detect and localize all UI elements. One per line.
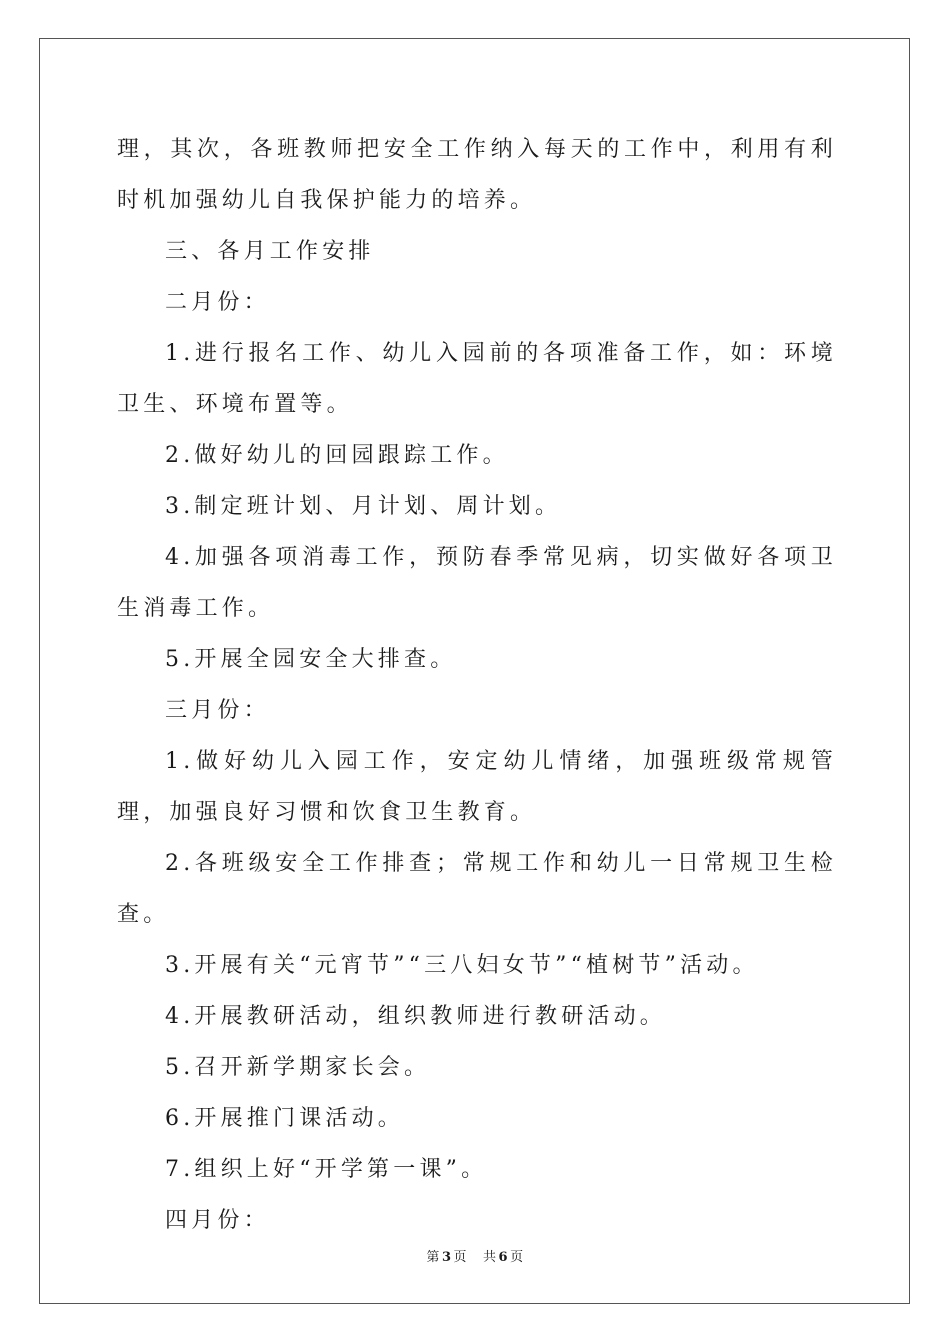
month-heading-march: 三月份：: [165, 698, 270, 723]
month-heading-february: 二月份：: [165, 290, 270, 315]
document-body: [117, 124, 837, 1246]
list-item: 1.进行报名工作、幼儿入园前的各项准备工作，如：环境卫生、环境布置等。: [117, 341, 837, 417]
page-footer: [0, 1246, 950, 1265]
page-prefix: 第: [426, 1250, 440, 1265]
list-item: 3.开展有关“元宵节”“三八妇女节”“植树节”活动。: [165, 953, 759, 978]
list-item: 2.各班级安全工作排查；常规工作和幼儿一日常规卫生检查。: [117, 851, 837, 927]
list-item: 2.做好幼儿的回园跟踪工作。: [165, 443, 509, 468]
list-item: 6.开展推门课活动。: [165, 1106, 404, 1131]
list-item: 4.加强各项消毒工作，预防春季常见病，切实做好各项卫生消毒工作。: [117, 545, 837, 621]
list-item: 4.开展教研活动，组织教师进行教研活动。: [165, 1004, 666, 1029]
month-heading-april: 四月份：: [165, 1208, 270, 1233]
total-suffix: 页: [510, 1250, 524, 1265]
total-prefix: 共: [483, 1250, 497, 1265]
section-heading: 三、各月工作安排: [165, 239, 375, 264]
list-item: 5.召开新学期家长会。: [165, 1055, 431, 1080]
page-number: 3: [441, 1250, 452, 1265]
page-suffix: 页: [453, 1250, 467, 1265]
list-item: 5.开展全园安全大排查。: [165, 647, 457, 672]
list-item: 7.组织上好“开学第一课”。: [165, 1157, 488, 1182]
list-item: 3.制定班计划、月计划、周计划。: [165, 494, 562, 519]
list-item: 1.做好幼儿入园工作，安定幼儿情绪，加强班级常规管理，加强良好习惯和饮食卫生教育。: [117, 749, 837, 825]
total-pages: 6: [498, 1250, 509, 1265]
paragraph-1: 理，其次，各班教师把安全工作纳入每天的工作中，利用有利时机加强幼儿自我保护能力的培养。: [117, 137, 837, 213]
